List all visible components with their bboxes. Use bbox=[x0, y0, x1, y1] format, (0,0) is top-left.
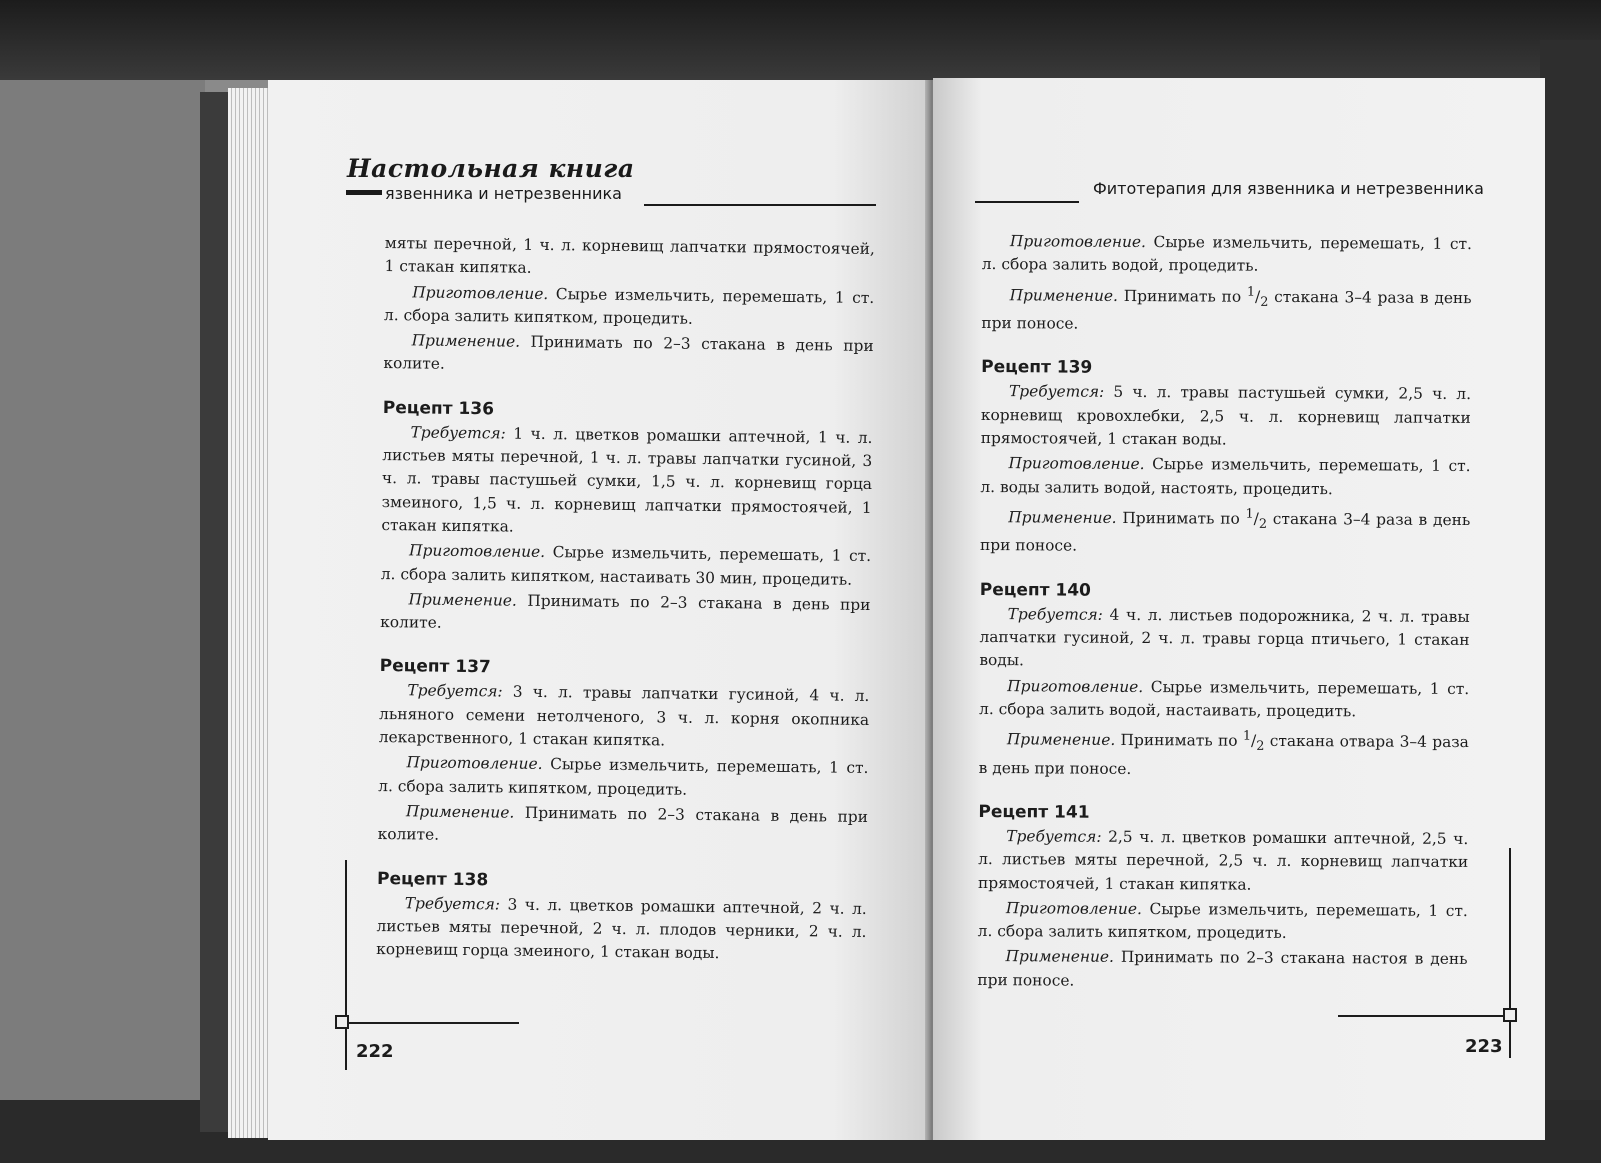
preparation-label: Приготовление. bbox=[408, 541, 546, 562]
frame-vertical-line bbox=[345, 860, 347, 1070]
preparation-label: Приготовление. bbox=[412, 282, 549, 303]
application-paragraph bbox=[377, 800, 868, 853]
recipe-heading: Рецепт 141 bbox=[978, 801, 1090, 823]
recipe-heading: Рецепт 136 bbox=[382, 397, 495, 420]
frame-vertical-line bbox=[1509, 848, 1511, 1058]
left-page bbox=[268, 80, 933, 1140]
application-label: Применение. bbox=[1005, 947, 1114, 967]
preparation-paragraph bbox=[980, 452, 1470, 502]
fraction-numerator: 1 bbox=[1245, 506, 1254, 522]
preparation-text: Сырье измельчить, перемешать, 1 ст. л. сбора залить водой, настаивать, процедить. bbox=[979, 677, 1470, 721]
background-top bbox=[0, 0, 1601, 80]
requirement-text: 4 ч. л. листьев подорожника, 2 ч. л. травы лапчатки гусиной, 2 ч. л. травы горца птичьего, 1 стакан воды. bbox=[979, 605, 1470, 670]
running-head-title: Настольная книга bbox=[347, 154, 635, 183]
application-label: Применение. bbox=[411, 331, 521, 351]
preparation-paragraph bbox=[384, 281, 875, 334]
requirement-label: Требуется: bbox=[1008, 382, 1105, 402]
preparation-paragraph bbox=[978, 897, 1468, 947]
requirement-label: Требуется: bbox=[1006, 827, 1102, 846]
frame-horizontal-line bbox=[347, 1022, 519, 1024]
application-paragraph: Применение. Принимать по $^1/_2$ стакана 3–4 раза в день при поносе. bbox=[980, 506, 1471, 555]
frame-horizontal-line bbox=[1338, 1015, 1510, 1017]
requirement-text: 1 ч. л. цветков ромашки аптечной, 1 ч. л. листьев мяты перечной, 1 ч. л. травы лапчатки гусиной, 3 ч. л. травы пастушьей сумки, 1,5 ч. л. корневищ горца змеиного, 1,5 ч. л. корневищ лапчатки прямостоячей, 1 стакан кипятка. bbox=[381, 424, 873, 536]
application-label: Применение. bbox=[1009, 285, 1119, 305]
requirement-paragraph bbox=[376, 891, 867, 967]
preparation-label: Приготовление. bbox=[1009, 232, 1147, 252]
requirement-paragraph bbox=[381, 421, 872, 543]
requirement-paragraph bbox=[379, 679, 870, 755]
page-edges bbox=[228, 88, 272, 1138]
application-text: Принимать по 2–3 стакана в день при колите. bbox=[383, 332, 874, 374]
fraction-numerator: 1 bbox=[1246, 284, 1256, 300]
fraction-denominator: 2 bbox=[1256, 739, 1265, 755]
application-label: Применение. bbox=[408, 590, 517, 610]
preparation-paragraph bbox=[381, 539, 872, 592]
requirement-text: 3 ч. л. травы лапчатки гусиной, 4 ч. л. льняного семени нетолченого, 3 ч. л. корня окопника лекарственного, 1 стакан кипятка. bbox=[378, 682, 870, 750]
preparation-text: Сырье измельчить, перемешать, 1 ст. л. сбора залить кипятком, процедить. bbox=[378, 755, 869, 799]
right-page bbox=[933, 78, 1545, 1140]
running-head-title: Фитотерапия для язвенника и нетрезвенника bbox=[1093, 179, 1484, 198]
requirement-text: 2,5 ч. л. цветков ромашки аптечной, 2,5 ч. л. листьев мяты перечной, 2,5 ч. л. корневищ лапчатки прямостоячей, 1 стакан кипятка. bbox=[977, 827, 1469, 894]
running-head-bar bbox=[346, 190, 382, 195]
preparation-label: Приготовление. bbox=[406, 753, 543, 774]
requirement-label: Требуется: bbox=[404, 893, 501, 913]
preparation-text: Сырье измельчить, перемешать, 1 ст. л. сбора залить кипятком, процедить. bbox=[383, 284, 875, 328]
preparation-text: Сырье измельчить, перемешать, 1 ст. л. сбора залить кипятком, настаивать 30 мин, процедить. bbox=[380, 543, 872, 589]
application-text: Принимать по bbox=[1115, 731, 1243, 750]
preparation-text: Сырье измельчить, перемешать, 1 ст. л. сбора залить водой, процедить. bbox=[981, 233, 1472, 275]
application-text: стакана отвара 3–4 раза в день при поносе. bbox=[978, 732, 1469, 778]
application-text: Принимать по 2–3 стакана в день при колите. bbox=[380, 591, 871, 632]
preparation-text: Сырье измельчить, перемешать, 1 ст. л. воды залить водой, настоять, процедить. bbox=[980, 455, 1471, 498]
application-text: Принимать по bbox=[1116, 508, 1246, 528]
preparation-label: Приготовление. bbox=[1008, 454, 1145, 474]
application-paragraph bbox=[977, 945, 1467, 995]
application-paragraph bbox=[380, 588, 871, 641]
application-label: Применение. bbox=[405, 802, 515, 822]
left-page-body bbox=[376, 232, 875, 969]
requirement-label: Требуется: bbox=[407, 681, 503, 701]
application-text: Принимать по bbox=[1117, 286, 1247, 306]
recipe-heading: Рецепт 137 bbox=[379, 656, 491, 678]
recipe-heading: Рецепт 140 bbox=[979, 579, 1091, 601]
application-paragraph: Применение. Принимать по $^1/_2$ стакана отвара 3–4 раза в день при поносе. bbox=[978, 728, 1469, 778]
page-number: 223 bbox=[1465, 1036, 1503, 1057]
recipe-heading: Рецепт 138 bbox=[376, 868, 489, 890]
paragraph: мяты перечной, 1 ч. л. корневищ лапчатки прямостоячей, 1 стакан кипятка. bbox=[384, 233, 875, 278]
fraction-numerator: 1 bbox=[1242, 728, 1252, 744]
running-head-rule bbox=[975, 201, 1079, 203]
preparation-text: Сырье измельчить, перемешать, 1 ст. л. сбора залить кипятком, процедить. bbox=[977, 899, 1468, 943]
background-right bbox=[1540, 40, 1601, 1163]
preparation-paragraph bbox=[982, 230, 1472, 280]
application-label: Применение. bbox=[1006, 730, 1116, 750]
preparation-label: Приготовление. bbox=[1007, 676, 1144, 696]
requirement-paragraph bbox=[978, 825, 1468, 898]
requirement-text: 5 ч. л. травы пастушьей сумки, 2,5 ч. л. корневищ кровохлебки, 2,5 ч. л. корневищ лапчатки прямостоячей, 1 стакан воды. bbox=[980, 383, 1472, 449]
recipe-heading: Рецепт 139 bbox=[981, 357, 1093, 379]
preparation-paragraph bbox=[378, 751, 869, 804]
preparation-paragraph bbox=[979, 675, 1469, 725]
application-paragraph bbox=[383, 329, 874, 382]
page-number: 222 bbox=[356, 1041, 394, 1062]
running-head-subtitle: язвенника и нетрезвенника bbox=[385, 184, 622, 203]
frame-corner-marker bbox=[335, 1015, 349, 1029]
application-text: стакана 3–4 раза в день при поносе. bbox=[980, 509, 1471, 555]
application-paragraph: Применение. Принимать по $^1/_2$ стакана 3–4 раза в день при поносе. bbox=[981, 284, 1472, 333]
fraction-denominator: 2 bbox=[1260, 294, 1269, 310]
requirement-paragraph bbox=[981, 380, 1471, 453]
frame-corner-marker bbox=[1503, 1008, 1517, 1022]
fraction-denominator: 2 bbox=[1258, 516, 1268, 532]
requirement-label: Требуется: bbox=[410, 423, 506, 443]
application-text: Принимать по 2–3 стакана настоя в день при поносе. bbox=[977, 948, 1468, 990]
application-text: Принимать по 2–3 стакана в день при колите. bbox=[377, 803, 869, 844]
application-label: Применение. bbox=[1008, 508, 1117, 527]
running-head-rule bbox=[644, 204, 876, 206]
requirement-text: 3 ч. л. цветков ромашки аптечной, 2 ч. л. листьев мяты перечной, 2 ч. л. плодов черники, 2 ч. л. корневищ горца змеиного, 1 стакан воды. bbox=[376, 894, 867, 963]
right-page-body bbox=[977, 230, 1472, 997]
requirement-label: Требуется: bbox=[1007, 604, 1103, 624]
application-text: стакана 3–4 раза в день при поносе. bbox=[981, 287, 1472, 333]
background-scanner-bed bbox=[0, 80, 205, 1100]
requirement-paragraph bbox=[979, 603, 1469, 676]
preparation-label: Приготовление. bbox=[1005, 899, 1142, 918]
